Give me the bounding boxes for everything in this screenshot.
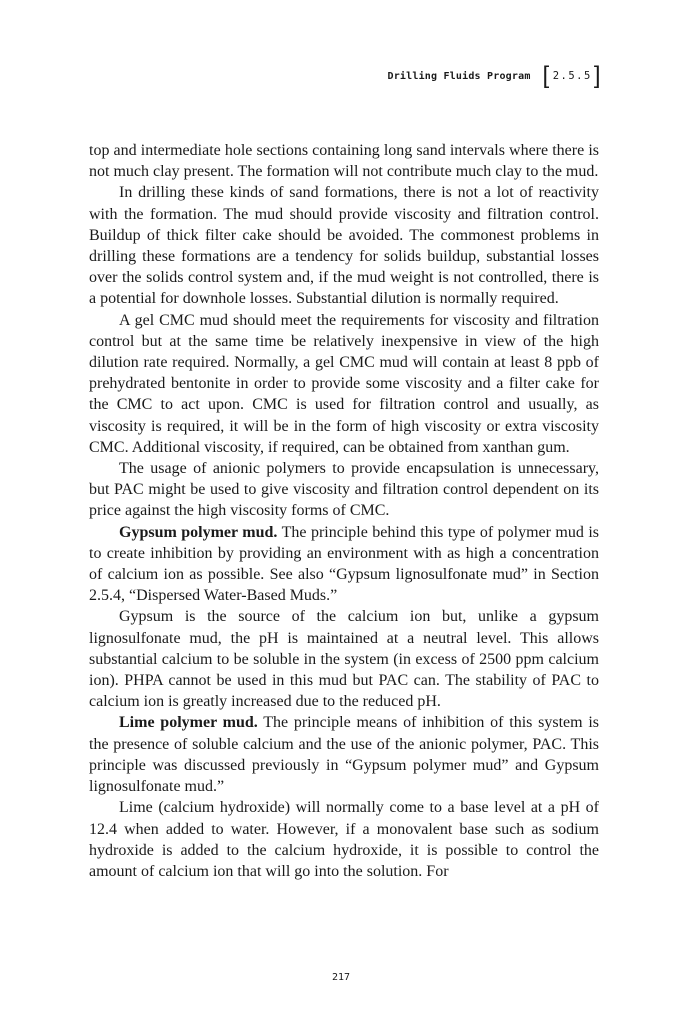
- paragraph: The usage of anionic polymers to provide encapsulation is unnecessary, but PAC might be used to give viscosity and filtration control dependent on its price against the high viscosity forms of CMC.: [89, 460, 599, 520]
- paragraph-text: The principle means of inhibition of this system is the presence of soluble calcium and the use of the anionic polymer, PAC. This principle was discussed previously in “Gypsum polymer mud” and Gypsum lignosulfonate mud.”: [89, 714, 599, 796]
- page-number: 217: [331, 972, 351, 983]
- paragraph: Gypsum is the source of the calcium ion but, unlike a gypsum lignosulfonate mud, the pH is maintained at a neutral level. This allows substantial calcium to be soluble in the system (in excess of 2500 ppm calcium ion). PHPA cannot be used in this mud but PAC can. The stability of PAC to calcium ion is greatly increased due to the reduced pH.: [89, 608, 599, 711]
- run-in-heading: Gypsum polymer mud.: [119, 523, 278, 541]
- paragraph-text: The principle behind this type of polymer mud is to create inhibition by providing an environment with as high a concentration of calcium ion as possible. See also “Gypsum lignosulfonate mud” in Section 2.5.4, “Dispersed Water-Based Muds.”: [89, 523, 599, 605]
- left-bracket: [: [542, 62, 551, 89]
- body-text: [89, 140, 599, 882]
- paragraph: [89, 712, 599, 797]
- section-number: 2.5.5: [552, 70, 592, 82]
- running-title: Drilling Fluids Program: [387, 70, 531, 82]
- running-header: [387, 64, 604, 88]
- paragraph: top and intermediate hole sections containing long sand intervals where there is not much clay present. The formation will not contribute much clay to the mud.: [89, 142, 599, 181]
- paragraph: In drilling these kinds of sand formations, there is not a lot of reactivity with the formation. The mud should provide viscosity and filtration control. Buildup of thick filter cake should be avoided. The commonest problems in drilling these formations are a tendency for solids buildup, substantial losses over the solids control system and, if the mud weight is not controlled, there is a potential for downhole losses. Substantial dilution is normally required.: [89, 184, 599, 308]
- paragraph: A gel CMC mud should meet the requirements for viscosity and filtration control but at the same time be relatively inexpensive in view of the high dilution rate required. Normally, a gel CMC mud will contain at least 8 ppb of prehydrated bentonite in order to provide some viscosity and a filter cake for the CMC to act upon. CMC is used for filtration control and usually, as viscosity is required, it will be in the form of high viscosity or extra viscosity CMC. Additional viscosity, if required, can be obtained from xanthan gum.: [89, 311, 599, 456]
- right-bracket: ]: [593, 62, 602, 89]
- run-in-heading: Lime polymer mud.: [119, 714, 258, 732]
- section-marker: [541, 64, 604, 88]
- paragraph: Lime (calcium hydroxide) will normally come to a base level at a pH of 12.4 when added to water. However, if a monovalent base such as sodium hydroxide is added to the calcium hydroxide, it is possible to control the amount of calcium ion that will go into the solution. For: [89, 799, 599, 880]
- paragraph: [89, 522, 599, 607]
